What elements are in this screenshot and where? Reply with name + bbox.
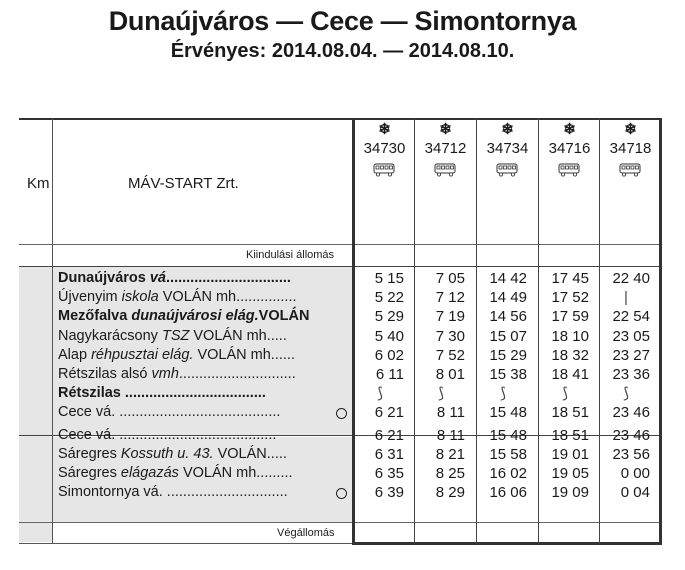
terminus-label: Végállomás — [277, 527, 335, 539]
departure-time: 5 29 — [374, 308, 404, 326]
departure-time: 7 05 — [435, 270, 465, 287]
departure-time: 23 56 — [612, 445, 650, 463]
rule-block-bottom — [352, 542, 662, 545]
departure-time: 7 52 — [435, 346, 465, 364]
bus-icon — [619, 163, 641, 177]
rule-block-right — [659, 118, 662, 544]
departure-time: 6 11 — [375, 366, 404, 383]
departure-time: 23 36 — [612, 366, 650, 383]
station-name: Nagykarácsony TSZ VOLÁN mh..... — [58, 327, 287, 344]
departure-time: 18 10 — [551, 327, 589, 345]
departure-time: 6 21 — [374, 404, 404, 422]
departure-time: 18 51 — [551, 404, 589, 422]
departure-time: 8 29 — [435, 484, 465, 502]
snowflake-icon: ❄ — [439, 121, 452, 138]
departure-time: 17 59 — [551, 308, 589, 326]
rule-header-bottom — [19, 244, 662, 245]
departure-time: 8 01 — [435, 366, 465, 383]
departure-station-label: Kiindulási állomás — [246, 249, 335, 261]
departure-time: 8 25 — [435, 465, 465, 482]
train-number: 34730 — [363, 140, 406, 157]
departure-time: ⟆ — [438, 385, 444, 403]
station-name: Rétszilas alsó vmh............................. — [58, 366, 296, 382]
station-name: Sáregres elágazás VOLÁN mh......... — [58, 465, 293, 481]
station-name: Újvenyim iskola VOLÁN mh............... — [58, 289, 297, 306]
bus-icon — [496, 163, 518, 177]
departure-time: 0 04 — [620, 484, 650, 502]
departure-time: 18 51 — [551, 426, 589, 444]
departure-time: 6 39 — [374, 484, 404, 502]
departure-time: 5 40 — [374, 327, 404, 345]
page-title: Dunaújváros — Cece — Simontornya — [108, 6, 577, 36]
departure-time: 18 32 — [551, 346, 589, 364]
train-number: 34734 — [486, 140, 529, 157]
departure-time: 16 02 — [489, 465, 527, 482]
departure-time: 23 05 — [612, 327, 650, 345]
departure-time: 6 21 — [374, 426, 404, 444]
departure-time: 8 11 — [436, 404, 465, 422]
bus-icon — [373, 163, 395, 177]
departure-time: 22 40 — [612, 270, 650, 287]
departure-time: 8 21 — [435, 445, 465, 463]
departure-time: ⟆ — [562, 385, 568, 403]
departure-time: 17 52 — [551, 289, 589, 307]
departure-time: 8 11 — [436, 426, 465, 444]
station-name: Alap réhpusztai elág. VOLÁN mh...... — [58, 346, 295, 363]
station-name: Mezőfalva dunaújvárosi elág.VOLÁN — [58, 308, 310, 325]
station-name: Cece vá. ........................................ — [58, 404, 281, 421]
train-number: 34718 — [609, 140, 652, 157]
station-name: Rétszilas ................................... — [58, 385, 266, 402]
departure-time: 14 49 — [489, 289, 527, 307]
station-name: Dunaújváros vá............................... — [58, 270, 291, 286]
departure-time: ⟆ — [623, 385, 629, 403]
bus-icon — [558, 163, 580, 177]
departure-time: 7 19 — [435, 308, 465, 326]
operator-name: MÁV-START Zrt. — [128, 175, 239, 192]
departure-time: 5 15 — [374, 270, 404, 287]
departure-time: ⟆ — [377, 385, 383, 403]
departure-time: | — [624, 289, 628, 307]
departure-time: 6 31 — [374, 445, 404, 463]
snowflake-icon: ❄ — [501, 121, 514, 138]
train-number: 34716 — [548, 140, 591, 157]
rule-top — [19, 118, 662, 120]
departure-time: 14 56 — [489, 308, 527, 326]
station-name: Simontornya vá. .............................. — [58, 484, 288, 501]
departure-time: 15 07 — [489, 327, 527, 345]
departure-time: 7 30 — [435, 327, 465, 345]
departure-time: 23 46 — [612, 404, 650, 422]
km-shade — [19, 267, 52, 542]
snowflake-icon: ❄ — [624, 121, 637, 138]
snowflake-icon: ❄ — [563, 121, 576, 138]
bus-icon — [434, 163, 456, 177]
departure-time: 16 06 — [489, 484, 527, 502]
departure-time: 15 48 — [489, 426, 527, 444]
departure-time: 19 09 — [551, 484, 589, 502]
departure-time: 0 00 — [620, 465, 650, 482]
departure-time: 23 46 — [612, 426, 650, 444]
departure-time: 15 48 — [489, 404, 527, 422]
departure-time: 6 35 — [374, 465, 404, 482]
train-number: 34712 — [424, 140, 467, 157]
departure-time: 22 54 — [612, 308, 650, 326]
rule-departure — [19, 266, 662, 267]
departure-time: 19 01 — [551, 445, 589, 463]
departure-time: 15 29 — [489, 346, 527, 364]
departure-time: 7 12 — [435, 289, 465, 307]
departure-time: 15 38 — [489, 366, 527, 383]
station-name: Sáregres Kossuth u. 43. VOLÁN..... — [58, 445, 287, 462]
rule-km — [52, 118, 53, 544]
departure-time: 19 05 — [551, 465, 589, 482]
snowflake-icon: ❄ — [378, 121, 391, 138]
departure-time: 6 02 — [374, 346, 404, 364]
departure-time: 18 41 — [551, 366, 589, 383]
departure-time: ⟆ — [500, 385, 506, 403]
km-header: Km — [27, 175, 50, 192]
validity-subtitle: Érvényes: 2014.08.04. — 2014.08.10. — [170, 40, 515, 62]
departure-time: 14 42 — [489, 270, 527, 287]
departure-time: 5 22 — [374, 289, 404, 307]
departure-time: 15 58 — [489, 445, 527, 463]
departure-time: 23 27 — [612, 346, 650, 364]
rule-terminus — [19, 522, 662, 523]
station-name: Cece vá. ....................................... — [58, 426, 277, 443]
departure-time: 17 45 — [551, 270, 589, 287]
